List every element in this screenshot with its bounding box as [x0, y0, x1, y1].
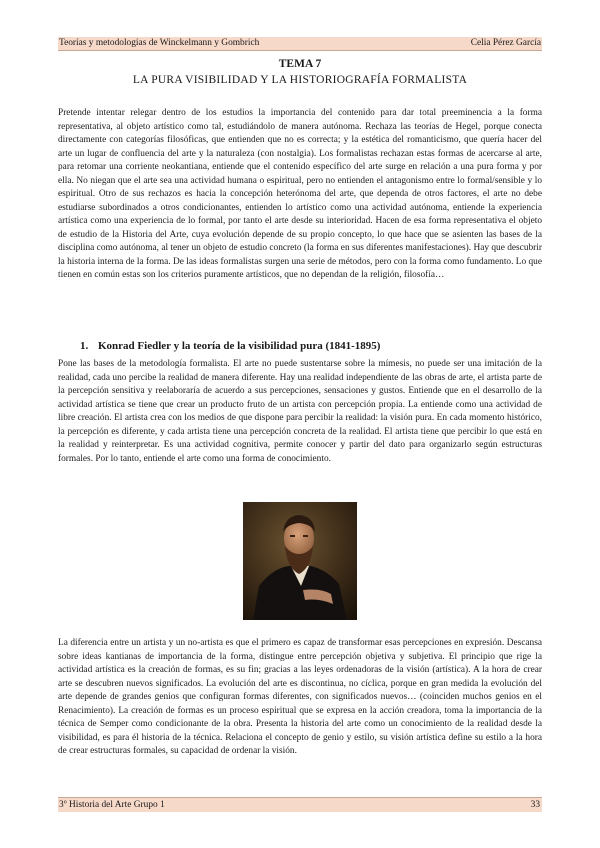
- page-header: [58, 37, 542, 51]
- footer-course: 3º Historia del Arte Grupo 1: [59, 800, 165, 810]
- section-paragraph-2: La diferencia entre un artista y un no-artista es que el primero es capaz de transformar esas percepciones en expresión. Descansa sobre ideas kantianas de importancia de la forma, distingue entre percepción objetiva y subjetiva. El principio que rige la actividad artística es la creación de formas, es su fin; gracias a las leyes ordenadoras de la visión (artística). A la hora de crear arte se descubren nuevos significados. La evolución del arte es discontinua, no cíclica, porque en gran medida la evolución del arte depende de grandes genios que configuran formas diferentes, con significados nuevos… (coinciden muchos genios en el Renacimiento). La creación de formas es un proceso espiritual que se expresa en la acción creadora, toma la importancia de la técnica de Semper como condicionante de la obra. Presenta la historia del arte como un conocimiento de la realidad desde la visibilidad, es para él historia de la técnica. Relaciona el concepto de genio y estilo, su visión artística define su estilo a la hora de crear estructuras formales, su capacidad de ordenar la visión.: [58, 638, 542, 756]
- header-author: Celia Pérez García: [470, 38, 541, 48]
- chapter-number: TEMA 7: [278, 58, 322, 70]
- page-number: 33: [530, 800, 540, 810]
- section-number: 1.: [80, 340, 89, 352]
- section-title: Konrad Fiedler y la teoría de la visibilidad pura (1841-1895): [98, 340, 381, 352]
- fiedler-portrait-image: [243, 502, 357, 620]
- section-paragraph-1: Pone las bases de la metodología formalista. El arte no puede sustentarse sobre la mímesis, no puede ser una imitación de la realidad, cada uno percibe la realidad de manera diferente. Hay una realidad independiente de las obras de arte, el artista parte de la percepción sensitiva y reelaboraría de acuerdo a sus percepciones, sensaciones y gustos. Entiende que en el desarrollo de la actividad artística se tiene que crear un producto fruto de un artista con percepción propia. La entiende como una actividad de libre creación. El artista crea con los medios de que dispone para percibir la realidad: la visión pura. En cada momento histórico, la percepción es diferente, y cada artista tiene una percepción concreta de la realidad. El artista tiene que percibir lo que está en la realidad y reinterpretar. Es una actividad cognitiva, permite conocer y partir del dato para organizarlo según estructuras formales. Por lo tanto, entiende el arte como una forma de conocimiento.: [58, 359, 542, 464]
- header-course-title: Teorías y metodologías de Winckelmann y Gombrich: [59, 38, 260, 48]
- page-footer: [58, 797, 542, 812]
- intro-paragraph: Pretende intentar relegar dentro de los estudios la importancia del contenido para dar total preeminencia a la forma representativa, al objeto artístico como tal, estudiándolo de manera autónoma. Rechaza las teorías de Hegel, porque conecta directamente con categorías filosóficas, que entienden que no es correcta; y la estética del romanticismo, que quería hacer del arte un lugar de confluencia del arte y la naturaleza (con nostalgia). Los formalistas rechazan estas formas de acercarse al arte, para retomar una corriente neokantiana, entiende que el contenido específico del arte surge en relación a una pura forma y por ella. No niegan que el arte sea una actividad humana o espiritual, pero no entienden el antagonismo entre lo formal/sensible y lo espiritual. Otro de sus rechazos es hacia la concepción heterónoma del arte, que dependa de otros factores, el arte no debe estudiarse subordinados a otros condicionantes, entienden lo artístico como una actividad autónoma, entiende la experiencia artística como una experiencia de lo formal, por tanto el arte desde su interioridad. Hacen de esa forma representativa el objeto de estudio de la Historia del Arte, cuya evolución depende de su propio concepto, lo que hace que se asienten las bases de la disciplina como autónoma, al tener un objeto de estudio concreto (la forma en sus diferentes manifestaciones). Hay que descubrir la historia interna de la forma. De las ideas formalistas surgen una serie de métodos, pero con la forma como fundamento. Lo que tienen en común estas son los criterios puramente artísticos, que no dependan de la religión, filosofía…: [58, 108, 542, 280]
- chapter-title: LA PURA VISIBILIDAD Y LA HISTORIOGRAFÍA FORMALISTA: [132, 74, 468, 86]
